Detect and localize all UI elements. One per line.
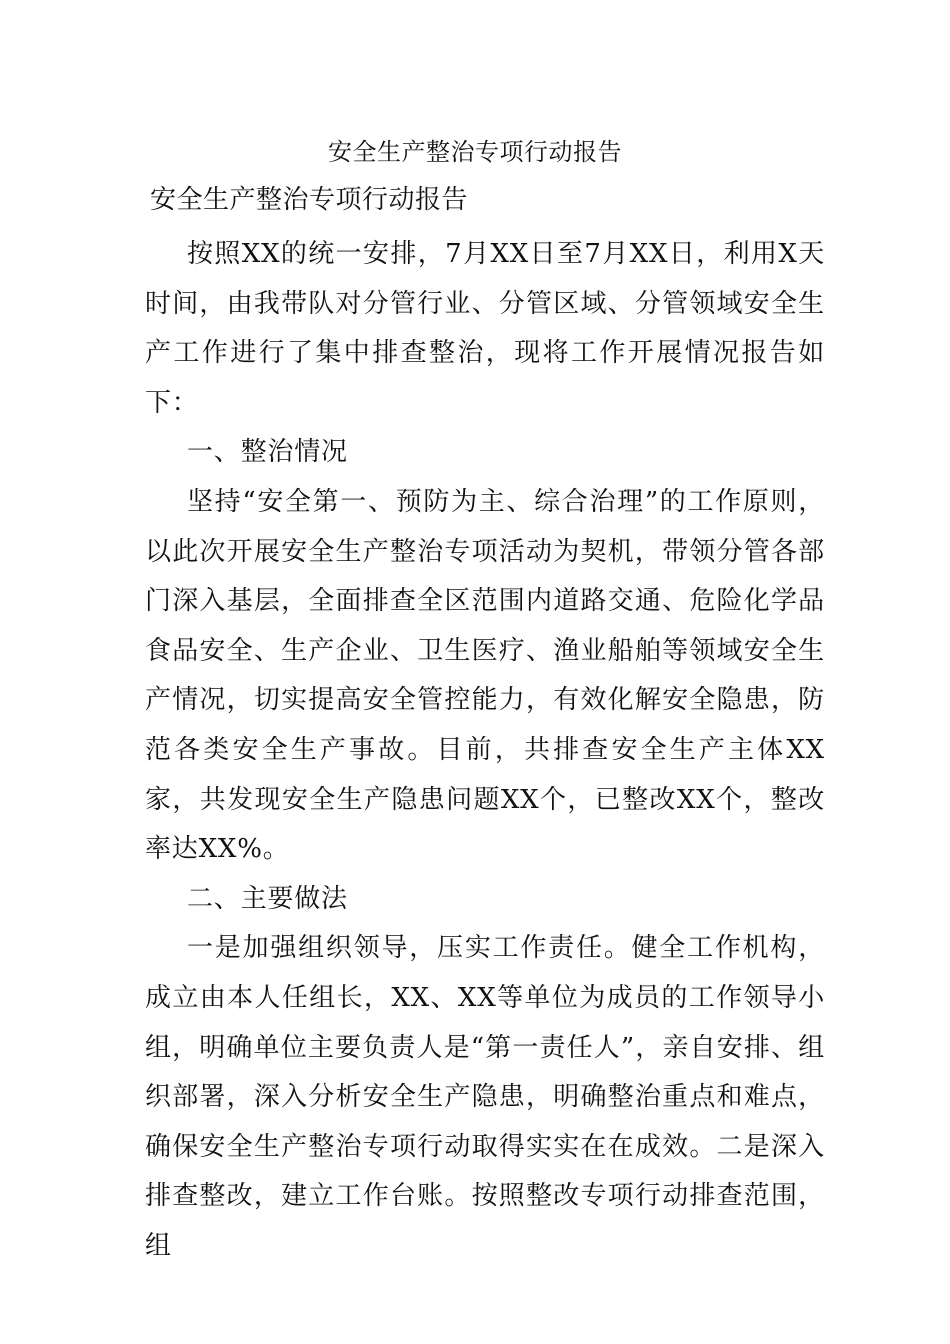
intro-paragraph: 按照XX的统一安排，7月XX日至7月XX日，利用X天时间，由我带队对分管行业、分管区域、分管领域安全生产工作进行了集中排查整治，现将工作开展情况报告如下： (145, 239, 825, 418)
section-2-paragraph: 一是加强组织领导，压实工作责任。健全工作机构，成立由本人任组长，XX、XX等单位为成员的工作领导小组，明确单位主要负责人是“第一责任人”，亲自安排、组织部署，深入分析安全生产隐患，明确整治重点和难点，确保安全生产整治专项行动取得实实在在成效。二是深入排查整改，建立工作台账。按照整改专项行动排查范围，组 (145, 933, 825, 1261)
document-subtitle: 安全生产整治专项行动报告 (150, 185, 469, 215)
section-heading-2: 二、主要做法 (187, 883, 348, 914)
page-title: 安全生产整治专项行动报告 (328, 138, 622, 166)
section-heading-1: 一、整治情况 (187, 437, 348, 468)
document-body (145, 230, 825, 1271)
section-1-paragraph: 坚持“安全第一、预防为主、综合治理”的工作原则，以此次开展安全生产整治专项活动为契机，带领分管各部门深入基层，全面排查全区范围内道路交通、危险化学品食品安全、生产企业、卫生医疗、渔业船舶等领域安全生产情况，切实提高安全管控能力，有效化解安全隐患，防范各类安全生产事故。目前，共排查安全生产主体XX家，共发现安全生产隐患问题XX个，已整改XX个，整改率达XX%。 (145, 486, 825, 865)
